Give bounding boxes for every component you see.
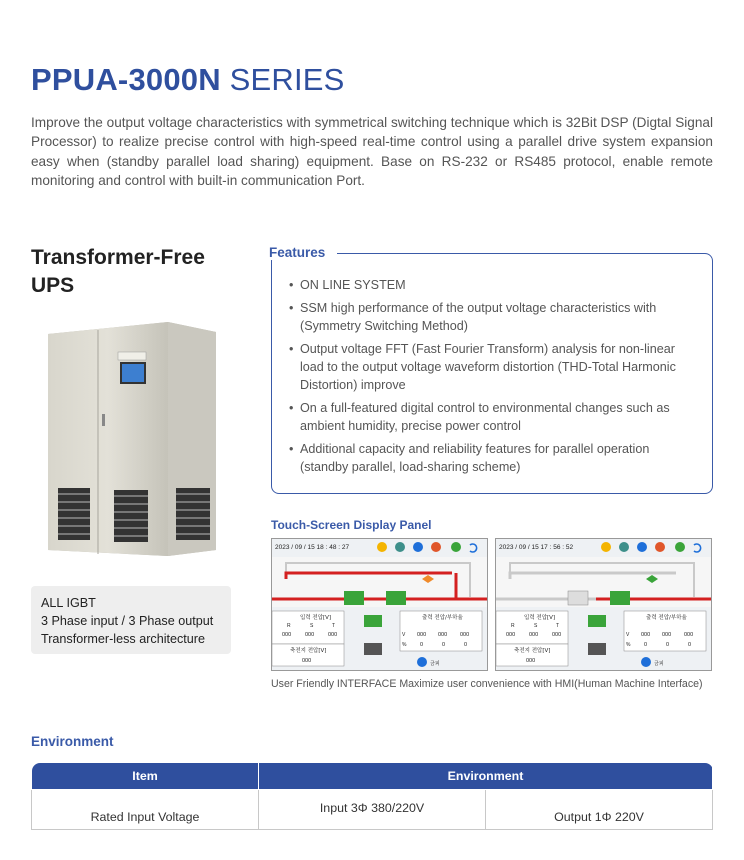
feature-item: • ON LINE SYSTEM	[289, 276, 694, 294]
home-icon	[601, 542, 611, 552]
svg-text:입력 전압[V]: 입력 전압[V]	[300, 615, 332, 621]
charger-module	[588, 615, 606, 627]
table-header-item: Item	[32, 763, 259, 790]
svg-text:000: 000	[282, 632, 292, 638]
hmi-screen	[495, 538, 712, 671]
panel-title: Touch-Screen Display Panel	[271, 518, 432, 532]
monitor-icon	[619, 542, 629, 552]
svg-text:0: 0	[644, 642, 648, 648]
svg-text:S: S	[534, 623, 538, 629]
svg-text:000: 000	[529, 632, 539, 638]
svg-text:출력 전압/부하율: 출력 전압/부하율	[422, 615, 463, 621]
inverter-module	[610, 591, 630, 605]
svg-text:축전지 전압[V]: 축전지 전압[V]	[290, 648, 327, 654]
svg-text:000: 000	[438, 632, 448, 638]
svg-text:R: R	[287, 623, 291, 629]
svg-text:000: 000	[552, 632, 562, 638]
back-icon	[470, 544, 477, 552]
hmi-toolbar-icons	[377, 542, 477, 552]
rectifier-module	[568, 591, 588, 605]
svg-text:0: 0	[464, 642, 468, 648]
battery-icon	[588, 643, 606, 655]
ups-cabinet-image	[46, 318, 222, 558]
feature-item: • On a full-featured digital control to environmental changes such as ambient humidity, precise power control	[289, 399, 694, 435]
svg-text:금피: 금피	[430, 661, 440, 667]
inverter-module	[386, 591, 406, 605]
page-title: PPUA-3000N SERIES	[31, 62, 345, 97]
home-icon	[377, 542, 387, 552]
features-list	[289, 276, 694, 481]
settings-icon	[637, 542, 647, 552]
svg-text:000: 000	[641, 632, 651, 638]
svg-text:000: 000	[417, 632, 427, 638]
battery-icon	[364, 643, 382, 655]
svg-text:출력 전압/부하율: 출력 전압/부하율	[646, 615, 687, 621]
svg-text:0: 0	[420, 642, 424, 648]
charger-module	[364, 615, 382, 627]
table-cell-output: Output 1Φ 220V	[486, 790, 713, 830]
hmi-time: 2023 / 09 / 15 18 : 48 : 27	[275, 544, 350, 551]
rectifier-module	[344, 591, 364, 605]
svg-text:0: 0	[442, 642, 446, 648]
logo-icon	[641, 657, 651, 667]
spec-line: ALL IGBT	[41, 596, 96, 610]
svg-text:000: 000	[460, 632, 470, 638]
feature-item: • Additional capacity and reliability features for parallel operation (standby parallel, load-sharing scheme)	[289, 440, 694, 476]
svg-text:000: 000	[684, 632, 694, 638]
svg-text:V: V	[626, 632, 630, 638]
svg-text:%: %	[402, 642, 407, 648]
svg-text:입력 전압[V]: 입력 전압[V]	[524, 615, 556, 621]
table-header-environment: Environment	[259, 763, 713, 790]
environment-table	[31, 762, 713, 830]
alarm-icon	[655, 542, 665, 552]
svg-text:T: T	[332, 623, 336, 629]
svg-text:000: 000	[328, 632, 338, 638]
sound-icon	[675, 542, 685, 552]
feature-item: • SSM high performance of the output voltage characteristics with (Symmetry Switching Method)	[289, 299, 694, 335]
svg-text:0: 0	[666, 642, 670, 648]
svg-text:000: 000	[506, 632, 516, 638]
logo-icon	[417, 657, 427, 667]
feature-item: • Output voltage FFT (Fast Fourier Transform) analysis for non-linear load to the output voltage waveform distortion (THD-Total Harmonic Distortion) improve	[289, 340, 694, 394]
alarm-icon	[431, 542, 441, 552]
spec-box	[31, 586, 231, 654]
table-cell-item: Rated Input Voltage	[32, 790, 259, 830]
table-row	[32, 790, 713, 830]
svg-text:T: T	[556, 623, 560, 629]
product-heading: Transformer-Free UPS	[31, 246, 205, 297]
monitor-icon	[395, 542, 405, 552]
intro-paragraph: Improve the output voltage characteristics with symmetrical switching technique which is 32Bit DSP (Digtal Signal Processor) to realize precise control with high-speed real-time control using a parallel drive system expansion easy when (standby parallel load sharing) equipment. Base on RS-232 or RS485 protocol, enable remote monitoring and control with built-in communication Port.	[31, 115, 713, 188]
svg-text:0: 0	[688, 642, 692, 648]
svg-text:금피: 금피	[654, 661, 664, 667]
svg-text:000: 000	[305, 632, 315, 638]
hmi-toolbar-icons	[601, 542, 701, 552]
svg-text:축전지 전압[V]: 축전지 전압[V]	[514, 648, 551, 654]
svg-text:%: %	[626, 642, 631, 648]
svg-text:000: 000	[302, 658, 312, 664]
back-icon	[694, 544, 701, 552]
svg-text:S: S	[310, 623, 314, 629]
table-cell-input: Input 3Φ 380/220V	[259, 790, 486, 830]
svg-text:R: R	[511, 623, 515, 629]
panel-caption: User Friendly INTERFACE Maximize user convenience with HMI(Human Machine Interface)	[271, 678, 703, 690]
hmi-diagram	[272, 539, 487, 670]
svg-text:000: 000	[662, 632, 672, 638]
svg-text:V: V	[402, 632, 406, 638]
features-label: Features	[269, 245, 337, 260]
hmi-screen	[271, 538, 488, 671]
spec-line: 3 Phase input / 3 Phase output	[41, 614, 214, 628]
spec-line: Transformer-less architecture	[41, 632, 205, 646]
hmi-time: 2023 / 09 / 15 17 : 56 : 52	[499, 544, 574, 551]
hmi-diagram	[496, 539, 711, 670]
sound-icon	[451, 542, 461, 552]
environment-title: Environment	[31, 734, 114, 749]
svg-text:000: 000	[526, 658, 536, 664]
settings-icon	[413, 542, 423, 552]
